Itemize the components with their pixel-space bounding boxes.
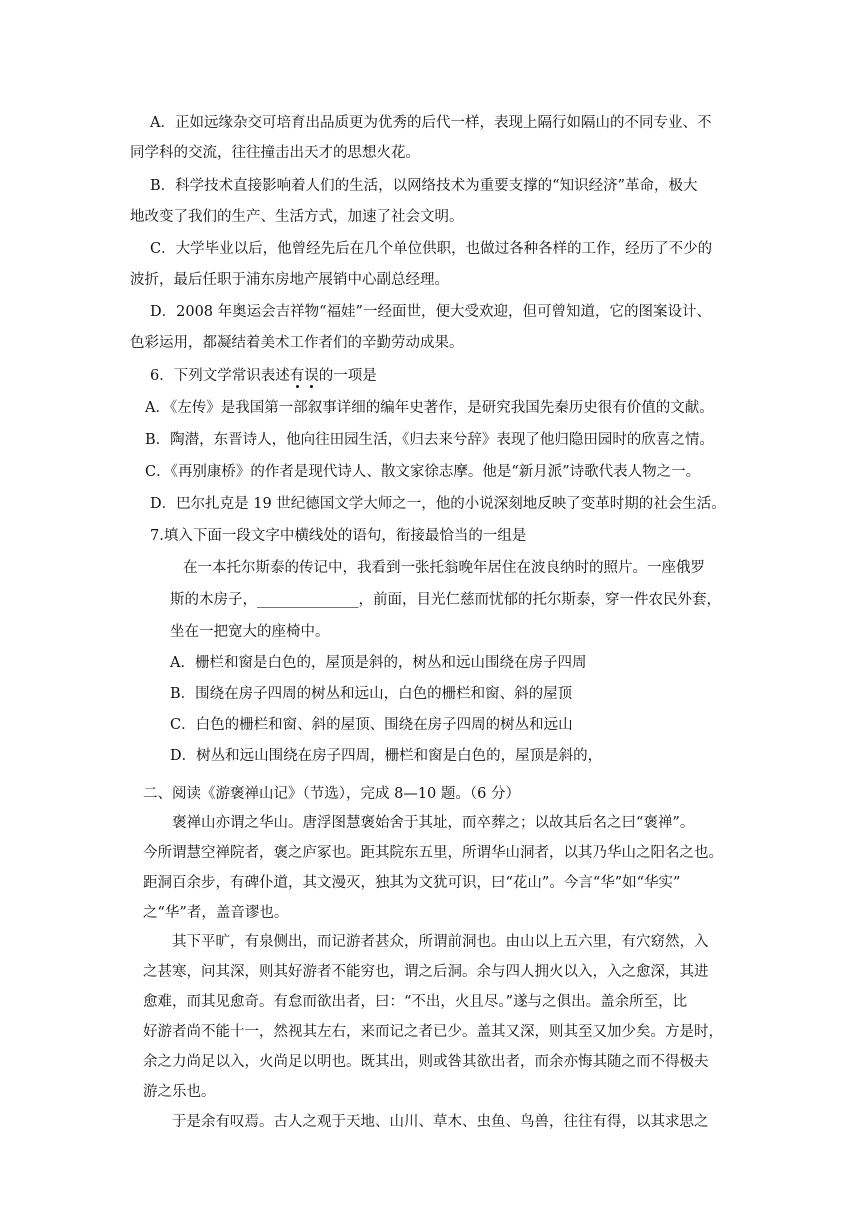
q7-option-d: D．树丛和远山围绕在房子四周，栅栏和窗是白色的，屋顶是斜的， [170,748,603,764]
q5-option-c-line2: 波折，最后任职于浦东房地产展销中心副总经理。 [130,272,449,288]
q6-stem [150,366,377,386]
q5-option-b-line1: B．科学技术直接影响着人们的生活，以网络技术为重要支撑的“知识经济”革命，极大 [150,178,698,194]
q6-stem-before: 6．下列文学常识表述 [150,368,290,384]
q5-option-c-line1: C．大学毕业以后，他曾经先后在几个单位供职，也做过各种各样的工作，经历了不少的 [150,241,713,257]
section2-p2-line5: 余之力尚足以入，火尚足以明也。既其出，则或咎其欲出者，而余亦悔其随之而不得极夫 [143,1054,709,1070]
q7-passage-line1: 在一本托尔斯泰的传记中，我看到一张托翁晚年居住在波良纳时的照片。一座俄罗 [183,560,705,576]
q5-option-a-line1: A．正如远缘杂交可培育出品质更为优秀的后代一样，表现上隔行如隔山的不同专业、不 [150,115,712,131]
q7-option-b: B．围绕在房子四周的树丛和远山，白色的栅栏和窗、斜的屋顶 [170,686,573,702]
section2-p1-line3: 距洞百余步，有碑仆道，其文漫灭，独其为文犹可识，曰“花山”。今言“华”如“华实” [143,875,681,891]
section2-heading: 二、阅读《游褒禅山记》（节选），完成 8—10 题。（6 分） [143,786,520,802]
q6-stem-emphasis-2: 误 [304,368,319,384]
q7-option-a: A．栅栏和窗是白色的，屋顶是斜的，树丛和远山围绕在房子四周 [170,655,587,671]
section2-p1-line2: 今所谓慧空禅院者，褒之庐冢也。距其院东五里，所谓华山洞者，以其乃华山之阳名之也。 [143,845,723,861]
q5-option-a-line2: 同学科的交流，往往撞击出天才的思想火花。 [130,145,420,161]
section2-p1-line4: 之“华”者，盖音谬也。 [143,905,289,921]
section2-p3-line1: 于是余有叹焉。古人之观于天地、山川、草木、虫鱼、鸟兽，往往有得，以其求思之 [172,1114,709,1130]
q6-option-d: D．巴尔扎克是 19 世纪德国文学大师之一，他的小说深刻地反映了变革时期的社会生活。 [150,496,726,512]
section2-p2-line2: 之甚寒，问其深，则其好游者不能穷也，谓之后洞。余与四人拥火以入，入之愈深，其进 [143,964,709,980]
section2-p2-line6: 游之乐也。 [143,1084,216,1100]
q6-option-a: A．《左传》是我国第一部叙事详细的编年史著作，是研究我国先秦历史很有价值的文献。 [145,400,714,416]
section2-p2-line3: 愈难，而其见愈奇。有怠而欲出者，曰：“不出，火且尽。”遂与之俱出。盖余所至，比 [143,994,688,1010]
q5-option-d-line1: D．2008 年奥运会吉祥物“福娃”一经面世，便大受欢迎，但可曾知道，它的图案设计、 [150,304,711,320]
q5-option-d-line2: 色彩运用，都凝结着美术工作者们的辛勤劳动成果。 [130,335,464,351]
q6-option-c: C．《再别康桥》的作者是现代诗人、散文家徐志摩。他是“新月派”诗歌代表人物之一。 [145,464,701,480]
q5-option-b-line2: 地改变了我们的生产、生活方式，加速了社会文明。 [130,209,464,225]
section2-p2-line1: 其下平旷，有泉侧出，而记游者甚众，所谓前洞也。由山以上五六里，有穴窈然，入 [172,934,709,950]
section2-p2-line4: 好游者尚不能十一，然视其左右，来而记之者已少。盖其又深，则其至又加少矣。方是时， [143,1024,723,1040]
q7-stem: 7.填入下面一段文字中横线处的语句，衔接最恰当的一组是 [150,528,527,544]
q6-stem-after: 的一项是 [318,368,377,384]
q6-stem-emphasis-1: 有 [289,368,305,384]
q7-passage-line2: 斯的木房子，______________，前面，目光仁慈而忧郁的托尔斯泰，穿一件农民外套， [170,592,721,608]
section2-p1-line1: 褒禅山亦谓之华山。唐浮图慧褒始舍于其址，而卒葬之；以故其后名之曰“褒禅”。 [172,815,695,831]
q6-option-b: B．陶潜，东晋诗人，他向往田园生活，《归去来兮辞》表现了他归隐田园时的欣喜之情。 [145,432,714,448]
q7-passage-line3: 坐在一把宽大的座椅中。 [170,624,330,640]
q7-option-c: C．白色的栅栏和窗、斜的屋顶、围绕在房子四周的树丛和远山 [170,717,573,733]
